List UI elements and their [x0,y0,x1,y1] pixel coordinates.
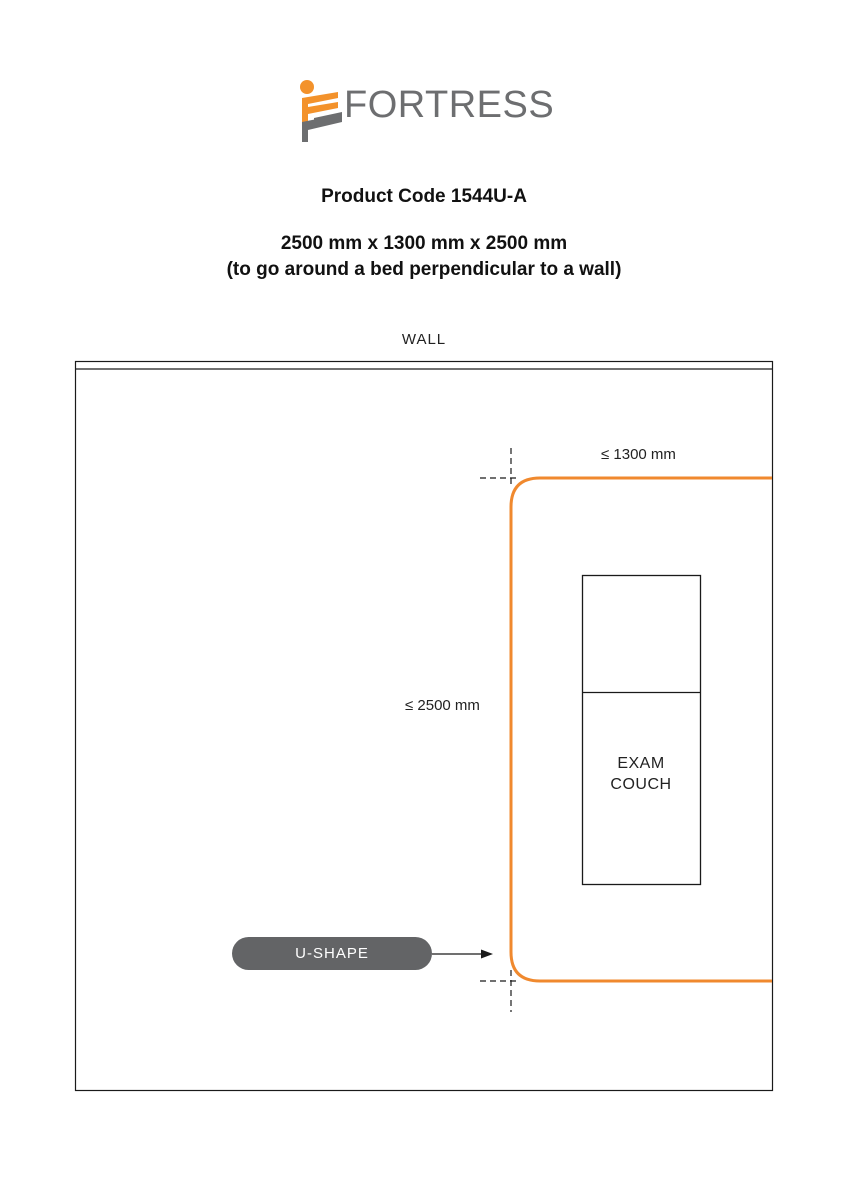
u-shape-label: U-SHAPE [232,937,432,970]
wall-label: WALL [401,331,447,348]
logo-text: FORTRESS [344,84,555,126]
exam-couch [583,576,701,885]
product-code: Product Code 1544U-A [321,186,527,207]
length-dimension-label: ≤ 2500 mm [405,697,480,714]
exam-couch-label-line1: EXAM [617,755,665,772]
dimensions-heading: 2500 mm x 1300 mm x 2500 mm [280,233,568,254]
subtitle-heading: (to go around a bed perpendicular to a wall) [226,259,622,280]
width-dimension-label: ≤ 1300 mm [601,446,676,463]
exam-couch-label-line2: COUCH [610,776,672,793]
pointer-arrow-head [481,950,493,959]
u-shape-track [511,478,772,981]
dimension-guides [480,448,520,1012]
